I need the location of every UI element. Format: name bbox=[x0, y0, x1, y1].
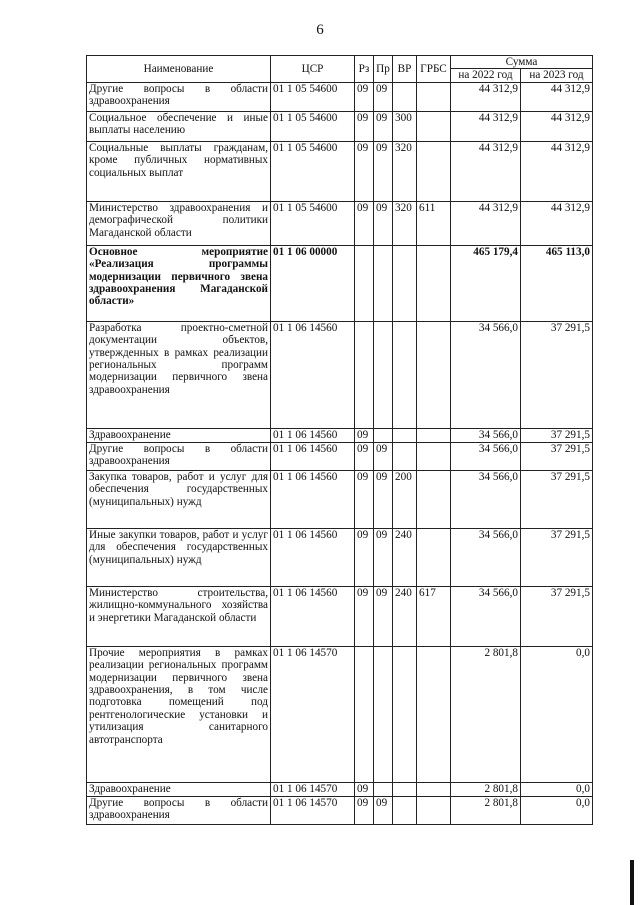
page-edge-mark bbox=[630, 860, 634, 905]
row-sum-2023: 37 291,5 bbox=[521, 428, 593, 442]
row-pr: 09 bbox=[374, 111, 393, 141]
row-grbs bbox=[417, 646, 451, 782]
row-sum-2023: 465 113,0 bbox=[521, 245, 593, 321]
row-grbs bbox=[417, 528, 451, 586]
row-name: Прочие мероприятия в рамках реализации региональных программ модернизации первичного звена здравоохранения, в том числе подготовка помещений под рентгенологические установки и утилизация санитарного автотранспорта bbox=[87, 646, 271, 782]
row-vr: 240 bbox=[393, 586, 417, 646]
row-grbs bbox=[417, 470, 451, 528]
row-rz: 09 bbox=[355, 528, 374, 586]
row-rz: 09 bbox=[355, 141, 374, 201]
row-sum-2023: 44 312,9 bbox=[521, 201, 593, 245]
row-rz: 09 bbox=[355, 201, 374, 245]
row-sum-2023: 37 291,5 bbox=[521, 528, 593, 586]
row-name: Закупка товаров, работ и услуг для обеспечения государственных (муниципальных) нужд bbox=[87, 470, 271, 528]
row-vr bbox=[393, 782, 417, 796]
row-grbs bbox=[417, 782, 451, 796]
row-sum-2023: 37 291,5 bbox=[521, 470, 593, 528]
row-sum-2022: 2 801,8 bbox=[451, 796, 521, 824]
row-csr: 01 1 06 14560 bbox=[271, 428, 355, 442]
table-row bbox=[87, 528, 593, 586]
table-row bbox=[87, 245, 593, 321]
header-2022: на 2022 год bbox=[451, 69, 521, 82]
row-rz: 09 bbox=[355, 111, 374, 141]
table-row bbox=[87, 646, 593, 782]
header-csr: ЦСР bbox=[271, 56, 355, 83]
row-vr: 320 bbox=[393, 141, 417, 201]
row-csr: 01 1 06 14560 bbox=[271, 442, 355, 470]
row-sum-2022: 44 312,9 bbox=[451, 111, 521, 141]
row-csr: 01 1 05 54600 bbox=[271, 82, 355, 111]
row-pr bbox=[374, 245, 393, 321]
row-vr bbox=[393, 321, 417, 428]
row-pr bbox=[374, 321, 393, 428]
table-row bbox=[87, 82, 593, 111]
row-csr: 01 1 06 00000 bbox=[271, 245, 355, 321]
row-rz: 09 bbox=[355, 796, 374, 824]
row-sum-2022: 34 566,0 bbox=[451, 528, 521, 586]
row-rz bbox=[355, 321, 374, 428]
row-sum-2023: 37 291,5 bbox=[521, 586, 593, 646]
row-pr: 09 bbox=[374, 528, 393, 586]
row-name: Министерство строительства, жилищно-коммунального хозяйства и энергетики Магаданской области bbox=[87, 586, 271, 646]
row-grbs bbox=[417, 442, 451, 470]
row-vr: 240 bbox=[393, 528, 417, 586]
row-csr: 01 1 06 14570 bbox=[271, 646, 355, 782]
row-rz: 09 bbox=[355, 586, 374, 646]
row-vr bbox=[393, 796, 417, 824]
header-name: Наименование bbox=[87, 56, 271, 83]
header-sum: Сумма bbox=[451, 56, 593, 69]
header-grbs: ГРБС bbox=[417, 56, 451, 83]
row-name: Социальное обеспечение и иные выплаты населению bbox=[87, 111, 271, 141]
row-sum-2022: 34 566,0 bbox=[451, 321, 521, 428]
header-2023: на 2023 год bbox=[521, 69, 593, 82]
row-sum-2023: 0,0 bbox=[521, 782, 593, 796]
row-rz bbox=[355, 245, 374, 321]
row-csr: 01 1 06 14570 bbox=[271, 782, 355, 796]
table-row bbox=[87, 428, 593, 442]
row-vr: 320 bbox=[393, 201, 417, 245]
row-sum-2022: 34 566,0 bbox=[451, 442, 521, 470]
row-pr: 09 bbox=[374, 586, 393, 646]
row-sum-2023: 0,0 bbox=[521, 796, 593, 824]
row-sum-2022: 34 566,0 bbox=[451, 428, 521, 442]
row-pr bbox=[374, 428, 393, 442]
table-row bbox=[87, 470, 593, 528]
row-pr: 09 bbox=[374, 141, 393, 201]
row-name: Социальные выплаты гражданам, кроме публичных нормативных социальных выплат bbox=[87, 141, 271, 201]
row-sum-2022: 44 312,9 bbox=[451, 201, 521, 245]
row-grbs bbox=[417, 82, 451, 111]
row-sum-2023: 44 312,9 bbox=[521, 141, 593, 201]
row-vr bbox=[393, 646, 417, 782]
row-vr bbox=[393, 82, 417, 111]
row-name: Здравоохранение bbox=[87, 428, 271, 442]
row-pr: 09 bbox=[374, 442, 393, 470]
row-pr: 09 bbox=[374, 201, 393, 245]
row-sum-2023: 44 312,9 bbox=[521, 82, 593, 111]
row-sum-2023: 37 291,5 bbox=[521, 321, 593, 428]
row-sum-2022: 44 312,9 bbox=[451, 82, 521, 111]
row-sum-2022: 465 179,4 bbox=[451, 245, 521, 321]
table-row bbox=[87, 782, 593, 796]
row-grbs: 611 bbox=[417, 201, 451, 245]
row-pr bbox=[374, 646, 393, 782]
row-sum-2022: 2 801,8 bbox=[451, 782, 521, 796]
row-rz: 09 bbox=[355, 82, 374, 111]
table-row bbox=[87, 442, 593, 470]
row-grbs: 617 bbox=[417, 586, 451, 646]
row-vr bbox=[393, 245, 417, 321]
row-vr bbox=[393, 442, 417, 470]
row-rz: 09 bbox=[355, 470, 374, 528]
row-name: Разработка проектно-сметной документации объектов, утвержденных в рамках реализации региональных программ модернизации первичного звена здравоохранения bbox=[87, 321, 271, 428]
table-row bbox=[87, 141, 593, 201]
table-row bbox=[87, 201, 593, 245]
table-row bbox=[87, 111, 593, 141]
row-pr: 09 bbox=[374, 470, 393, 528]
row-sum-2022: 34 566,0 bbox=[451, 586, 521, 646]
row-sum-2023: 37 291,5 bbox=[521, 442, 593, 470]
row-grbs bbox=[417, 428, 451, 442]
row-pr: 09 bbox=[374, 82, 393, 111]
row-vr: 300 bbox=[393, 111, 417, 141]
row-csr: 01 1 06 14560 bbox=[271, 528, 355, 586]
row-grbs bbox=[417, 111, 451, 141]
row-csr: 01 1 05 54600 bbox=[271, 201, 355, 245]
table-header bbox=[87, 56, 593, 83]
table-body bbox=[87, 82, 593, 824]
header-pr: Пр bbox=[374, 56, 393, 83]
row-name: Министерство здравоохранения и демографической политики Магаданской области bbox=[87, 201, 271, 245]
row-sum-2022: 44 312,9 bbox=[451, 141, 521, 201]
row-grbs bbox=[417, 796, 451, 824]
row-name: Здравоохранение bbox=[87, 782, 271, 796]
row-name: Другие вопросы в области здравоохранения bbox=[87, 442, 271, 470]
row-grbs bbox=[417, 141, 451, 201]
row-name: Другие вопросы в области здравоохранения bbox=[87, 82, 271, 111]
row-name: Основное мероприятие «Реализация программы модернизации первичного звена здравоохранения Магаданской области» bbox=[87, 245, 271, 321]
row-sum-2023: 0,0 bbox=[521, 646, 593, 782]
row-pr bbox=[374, 782, 393, 796]
row-sum-2022: 2 801,8 bbox=[451, 646, 521, 782]
row-rz: 09 bbox=[355, 782, 374, 796]
header-rz: Рз bbox=[355, 56, 374, 83]
row-grbs bbox=[417, 321, 451, 428]
row-vr: 200 bbox=[393, 470, 417, 528]
budget-table bbox=[86, 55, 593, 825]
row-csr: 01 1 05 54600 bbox=[271, 111, 355, 141]
row-rz: 09 bbox=[355, 428, 374, 442]
row-sum-2023: 44 312,9 bbox=[521, 111, 593, 141]
row-sum-2022: 34 566,0 bbox=[451, 470, 521, 528]
table-row bbox=[87, 321, 593, 428]
row-name: Другие вопросы в области здравоохранения bbox=[87, 796, 271, 824]
table-row bbox=[87, 796, 593, 824]
row-rz bbox=[355, 646, 374, 782]
row-vr bbox=[393, 428, 417, 442]
row-csr: 01 1 06 14570 bbox=[271, 796, 355, 824]
row-csr: 01 1 06 14560 bbox=[271, 321, 355, 428]
header-vr: ВР bbox=[393, 56, 417, 83]
row-name: Иные закупки товаров, работ и услуг для обеспечения государственных (муниципальных) нужд bbox=[87, 528, 271, 586]
row-csr: 01 1 06 14560 bbox=[271, 586, 355, 646]
row-pr: 09 bbox=[374, 796, 393, 824]
row-csr: 01 1 06 14560 bbox=[271, 470, 355, 528]
table-row bbox=[87, 586, 593, 646]
row-csr: 01 1 05 54600 bbox=[271, 141, 355, 201]
page-number: 6 bbox=[316, 22, 324, 38]
row-grbs bbox=[417, 245, 451, 321]
row-rz: 09 bbox=[355, 442, 374, 470]
